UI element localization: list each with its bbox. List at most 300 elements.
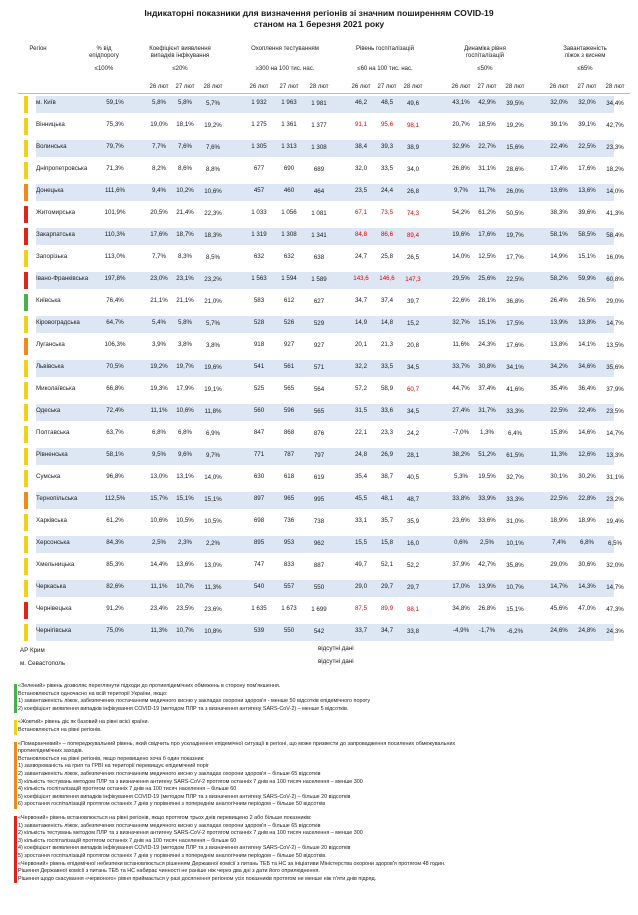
dyn-value-1: 44,7% (452, 385, 470, 392)
test-value-2: 1 056 (281, 209, 297, 216)
test-value-3: 550 (313, 584, 325, 591)
det-value-2: 19,7% (176, 363, 194, 370)
beds-value-1: 13,8% (550, 341, 568, 348)
beds-value-2: 14,1% (578, 341, 596, 348)
hosp-value-1: 87,5 (354, 605, 368, 612)
det-value-2: 13,6% (176, 561, 194, 568)
det-value-3: 8,5% (205, 254, 221, 261)
beds-value-1: 45,6% (550, 605, 568, 612)
no-data-value: відсутні дані (318, 645, 354, 652)
legend-block-red (18, 815, 624, 883)
det-value-2: 10,7% (176, 583, 194, 590)
no-data-region-name: м. Севастополь (20, 660, 66, 667)
legend-line: 3) кількість госпіталізацій протягом останніх 7 днів на 100 тисяч населення – більше 60 (18, 837, 237, 844)
det-value-3: 2,2% (205, 540, 221, 547)
beds-value-1: 32,0% (550, 99, 568, 106)
pct-threshold-value: 110,3% (104, 231, 126, 238)
det-value-1: 15,7% (150, 495, 168, 502)
det-value-3: 19,1% (204, 386, 222, 393)
hosp-value-3: 74,3 (406, 210, 420, 217)
header-pct-threshold: % від епідпорогу (89, 46, 119, 59)
test-value-3: 1 981 (311, 100, 327, 107)
table-row (18, 94, 630, 116)
region-name: Житомирська (36, 209, 76, 216)
hosp-value-3: 48,7 (406, 496, 420, 503)
hosp-value-3: 40,5 (406, 474, 420, 481)
hosp-value-1: 20,1 (354, 341, 368, 348)
det-value-3: 10,5% (204, 518, 222, 525)
dyn-value-1: 11,6% (452, 341, 470, 348)
legend-block-yellow (18, 719, 624, 734)
dyn-value-2: 25,6% (478, 275, 496, 282)
dyn-value-1: 32,9% (452, 143, 470, 150)
beds-value-3: 34,4% (606, 100, 624, 107)
beds-value-2: 39,6% (578, 209, 596, 216)
pct-threshold-value: 197,8% (104, 275, 126, 282)
region-name: Вінницька (36, 121, 65, 128)
legend-line: 3) кількість тестувань методом ПЛР та з визначення антигену SARS-CoV-2 протягом останніх 7 днів на 100 тисяч населення – менше 300 (18, 778, 363, 785)
hosp-value-3: 34,5 (406, 408, 420, 415)
dyn-value-2: 18,5% (478, 121, 496, 128)
det-value-3: 9,7% (205, 452, 221, 459)
header-region: Регіон (29, 46, 47, 52)
dyn-value-2: 1,3% (479, 429, 495, 436)
det-value-3: 13,0% (204, 562, 222, 569)
region-name: Херсонська (36, 539, 70, 546)
region-name: Черкаська (36, 583, 66, 590)
hosp-value-3: 26,8 (406, 188, 420, 195)
beds-value-3: 14,7% (606, 584, 624, 591)
hosp-value-2: 86,6 (380, 231, 394, 238)
beds-value-1: 22,5% (550, 407, 568, 414)
hosp-value-1: 49,7 (354, 561, 368, 568)
dyn-value-1: 34,8% (452, 605, 470, 612)
hosp-value-2: 35,7 (380, 517, 394, 524)
dyn-value-2: 30,8% (478, 363, 496, 370)
header-dynamics: Динаміка рівня госпіталізацій (464, 46, 506, 59)
test-value-2: 557 (283, 583, 295, 590)
dyn-value-2: 26,8% (478, 605, 496, 612)
level-indicator (24, 470, 28, 487)
dyn-value-3: 33,3% (506, 408, 524, 415)
dyn-value-2: 51,2% (478, 451, 496, 458)
hosp-value-2: 52,1 (380, 561, 394, 568)
test-value-2: 618 (283, 473, 295, 480)
hosp-value-3: 88,1 (406, 606, 420, 613)
det-value-1: 9,5% (151, 451, 167, 458)
hosp-value-3: 98,1 (406, 122, 420, 129)
test-value-1: 528 (253, 319, 265, 326)
dyn-value-3: 22,5% (506, 276, 524, 283)
test-value-3: 619 (313, 474, 325, 481)
level-indicator (24, 250, 28, 267)
legend-line: 5) коефіцієнт виявлення випадків інфікування COVID-19 (методом ПЛР та з визначення антигену SARS-CoV-2) – більше 20 відсотків (18, 793, 351, 800)
test-value-3: 571 (313, 364, 325, 371)
header-dynamics-limit: ≤50% (477, 66, 493, 72)
legend-line: 1) завантаженість ліжок, забезпечених постачанням медичного кисню у закладах охорони здоров'я - менше 50 відсотків епідемічного порогу (18, 698, 371, 705)
det-value-1: 23,0% (150, 275, 168, 282)
det-value-3: 11,3% (204, 584, 222, 591)
det-value-1: 3,9% (151, 341, 167, 348)
beds-value-1: 22,5% (550, 495, 568, 502)
hosp-value-2: 34,7 (380, 627, 394, 634)
table-row (18, 248, 630, 270)
test-value-2: 965 (283, 495, 295, 502)
hosp-value-2: 26,9 (380, 451, 394, 458)
beds-value-2: 34,6% (578, 363, 596, 370)
test-value-1: 1 932 (251, 99, 267, 106)
beds-value-1: 30,1% (550, 473, 568, 480)
det-value-2: 23,1% (176, 275, 194, 282)
det-value-2: 13,1% (176, 473, 194, 480)
test-value-1: 747 (253, 561, 265, 568)
test-value-3: 464 (313, 188, 325, 195)
dyn-value-3: 19,7% (506, 232, 524, 239)
dyn-value-1: 23,6% (452, 517, 470, 524)
date-header-test-2: 27 лют (279, 84, 299, 90)
pct-threshold-value: 71,3% (106, 165, 124, 172)
dyn-value-3: 50,5% (506, 210, 524, 217)
test-value-3: 1 377 (311, 122, 327, 129)
region-name: Рівненська (36, 451, 68, 458)
test-value-2: 632 (283, 253, 295, 260)
hosp-value-1: 15,5 (354, 539, 368, 546)
test-value-2: 833 (283, 561, 295, 568)
dyn-value-3: 15,6% (506, 144, 524, 151)
level-indicator (24, 272, 28, 289)
table-row (18, 468, 630, 490)
beds-value-3: 19,4% (606, 518, 624, 525)
hosp-value-3: 24,2 (406, 430, 420, 437)
level-indicator (24, 448, 28, 465)
test-value-1: 895 (253, 539, 265, 546)
test-value-1: 541 (253, 363, 265, 370)
beds-value-1: 58,2% (550, 275, 568, 282)
test-value-1: 847 (253, 429, 265, 436)
level-indicator (24, 602, 28, 619)
legend-line: Встановлюється на рівні регіонів, якщо перевищено хоча б один показник: (18, 755, 205, 762)
dyn-value-1: 26,8% (452, 165, 470, 172)
beds-value-3: 14,7% (606, 430, 624, 437)
hosp-value-1: 24,8 (354, 451, 368, 458)
level-indicator (24, 206, 28, 223)
det-value-3: 7,6% (205, 144, 221, 151)
test-value-3: 738 (313, 518, 325, 525)
hosp-value-3: 26,5 (406, 254, 420, 261)
det-value-2: 3,8% (177, 341, 193, 348)
hosp-value-1: 14,9 (354, 319, 368, 326)
test-value-1: 560 (253, 407, 265, 414)
dyn-value-1: 32,7% (452, 319, 470, 326)
legend-line: 5) зростання госпіталізацій протягом останніх 7 днів у порівнянні з попереднім аналогічним періодом – більше 50 відсотків. (18, 852, 327, 859)
beds-value-2: 15,1% (578, 253, 596, 260)
det-value-3: 15,1% (204, 496, 222, 503)
legend-line: 4) коефіцієнт виявлення випадків інфікування COVID-19 (методом ПЛР та з визначення антигену SARS-CoV-2) – більше 20 відсотків (18, 845, 351, 852)
legend-block-orange (18, 741, 624, 809)
pct-threshold-value: 111,6% (104, 187, 126, 194)
table-row (18, 424, 630, 446)
hosp-value-3: 20,8 (406, 342, 420, 349)
hosp-value-3: 60,7 (406, 386, 420, 393)
legend-line: Встановлюється одночасно на всій території України, якщо: (18, 690, 168, 697)
pct-threshold-value: 61,2% (106, 517, 124, 524)
test-value-1: 457 (253, 187, 265, 194)
level-indicator (24, 514, 28, 531)
date-header-beds-3: 28 лют (605, 84, 625, 90)
beds-value-1: 24,6% (550, 627, 568, 634)
legend-line: «Червоний» рівень епідемічної небезпеки встановлюється рішенням Державної комісії з питань ТЕБ та НС за ініціативи Міністерства охорони здоров'я протягом 48 годин. (18, 860, 446, 867)
header-detection: Коефіцієнт виявлення випадків інфікування (149, 46, 211, 59)
dyn-value-1: 54,2% (452, 209, 470, 216)
det-value-3: 21,0% (204, 298, 222, 305)
dyn-value-2: 31,1% (478, 165, 496, 172)
hosp-value-2: 58,9 (380, 385, 394, 392)
det-value-1: 7,7% (151, 143, 167, 150)
test-value-1: 632 (253, 253, 265, 260)
det-value-1: 7,7% (151, 253, 167, 260)
legend-line: «Зелений» рівень дозволяє переглянути підходи до протиепідемічних обмежень в сторону пом'якшення. (18, 683, 281, 689)
level-indicator (24, 558, 28, 575)
hosp-value-1: 35,4 (354, 473, 368, 480)
dyn-value-2: 37,4% (478, 385, 496, 392)
dyn-value-2: 42,7% (478, 561, 496, 568)
pct-threshold-value: 82,6% (106, 583, 124, 590)
header-beds-limit: ≤65% (577, 66, 593, 72)
region-name: Львівська (36, 363, 64, 370)
table-row (18, 292, 630, 314)
dyn-value-3: 17,7% (506, 254, 524, 261)
test-value-2: 1 963 (281, 99, 297, 106)
test-value-1: 583 (253, 297, 265, 304)
dyn-value-3: 34,1% (506, 364, 524, 371)
legend-line: 1) завантаженість ліжок, забезпечених постачанням медичного кисню у закладах охорони здоров'я – більше 65 відсотків (18, 822, 321, 829)
dyn-value-1: 17,0% (452, 583, 470, 590)
dyn-value-1: 43,1% (452, 99, 470, 106)
test-value-1: 698 (253, 517, 265, 524)
table-row (18, 490, 630, 512)
beds-value-1: 15,8% (550, 429, 568, 436)
det-value-3: 14,0% (204, 474, 222, 481)
beds-value-2: 58,5% (578, 231, 596, 238)
beds-value-2: 26,5% (578, 297, 596, 304)
test-value-2: 953 (283, 539, 295, 546)
indicator-table (18, 94, 630, 644)
beds-value-3: 41,3% (606, 210, 624, 217)
dyn-value-3: 10,7% (506, 584, 524, 591)
hosp-value-2: 21,3 (380, 341, 394, 348)
beds-value-3: 29,0% (606, 298, 624, 305)
test-value-3: 1 308 (311, 144, 327, 151)
hosp-value-1: 31,5 (354, 407, 368, 414)
hosp-value-2: 73,5 (380, 209, 394, 216)
beds-value-2: 59,9% (578, 275, 596, 282)
dyn-value-3: 41,6% (506, 386, 524, 393)
table-row (18, 182, 630, 204)
test-value-2: 550 (283, 627, 295, 634)
hosp-value-2: 37,4 (380, 297, 394, 304)
dyn-value-3: 26,0% (506, 188, 524, 195)
legend-line: 1) захворюваність на грип та ГРВІ на території перевищує епідемічний поріг (18, 763, 209, 770)
header-hosp: Рівень госпіталізацій (356, 46, 414, 52)
pct-threshold-value: 70,5% (106, 363, 124, 370)
test-value-3: 927 (313, 342, 325, 349)
region-name: Полтавська (36, 429, 70, 436)
hosp-value-2: 29,7 (380, 583, 394, 590)
beds-value-1: 22,4% (550, 143, 568, 150)
beds-value-2: 13,6% (578, 187, 596, 194)
beds-value-1: 14,7% (550, 583, 568, 590)
beds-value-1: 39,1% (550, 121, 568, 128)
beds-value-1: 7,4% (551, 539, 567, 546)
hosp-value-3: 15,2 (406, 320, 420, 327)
det-value-1: 11,1% (150, 583, 168, 590)
legend-color-bar (14, 684, 17, 713)
level-indicator (24, 536, 28, 553)
dyn-value-2: 11,7% (478, 187, 496, 194)
beds-value-2: 12,6% (578, 451, 596, 458)
table-row (18, 380, 630, 402)
hosp-value-1: 45,5 (354, 495, 368, 502)
dyn-value-2: 33,9% (478, 495, 496, 502)
legend-line: Встановлюється на рівні регіонів. (18, 726, 102, 733)
dyn-value-1: 22,6% (452, 297, 470, 304)
legend-color-bar (14, 720, 17, 734)
title-line-2: станом на 1 березня 2021 року (253, 19, 385, 29)
no-data-value: відсутні дані (318, 658, 354, 665)
region-name: Луганська (36, 341, 65, 348)
det-value-3: 19,6% (204, 364, 222, 371)
region-name: Харківська (36, 517, 67, 524)
header-testing-limit: ≥300 на 100 тис. нас. (255, 66, 315, 72)
date-header-det-3: 28 лют (203, 84, 223, 90)
beds-value-3: 23,3% (606, 144, 624, 151)
level-indicator (24, 118, 28, 135)
test-value-1: 1 305 (251, 143, 267, 150)
beds-value-1: 29,0% (550, 561, 568, 568)
det-value-1: 21,1% (150, 297, 168, 304)
det-value-1: 11,3% (150, 627, 168, 634)
level-indicator (24, 360, 28, 377)
beds-value-1: 26,4% (550, 297, 568, 304)
title-line-1: Індикаторні показники для визначення регіонів зі значним поширенням COVID-19 (144, 8, 494, 18)
dyn-value-1: 14,0% (452, 253, 470, 260)
region-name: Сумська (36, 473, 61, 480)
test-value-3: 529 (313, 320, 325, 327)
det-value-2: 10,7% (176, 627, 194, 634)
dyn-value-2: 42,9% (478, 99, 496, 106)
det-value-1: 17,6% (150, 231, 168, 238)
dyn-value-2: 15,1% (478, 319, 496, 326)
dyn-value-3: 32,7% (506, 474, 524, 481)
det-value-1: 19,0% (150, 121, 168, 128)
det-value-3: 22,3% (204, 210, 222, 217)
det-value-3: 10,8% (204, 628, 222, 635)
date-header-det-1: 26 лют (149, 84, 169, 90)
hosp-value-2: 23,3 (380, 429, 394, 436)
legend-line: Рішення Державної комісії з питань ТЕБ та НС набирає чинності не раніше ніж через два дні з дати його оприлюднення. (18, 868, 320, 875)
beds-value-1: 11,3% (550, 451, 568, 458)
pct-threshold-value: 66,8% (106, 385, 124, 392)
beds-value-3: 32,0% (606, 562, 624, 569)
test-value-2: 1 308 (281, 231, 297, 238)
legend-line: протиепідемічних заходів. (18, 748, 84, 755)
beds-value-1: 17,4% (550, 165, 568, 172)
beds-value-1: 34,2% (550, 363, 568, 370)
beds-value-2: 14,3% (578, 583, 596, 590)
hosp-value-2: 95,6 (380, 121, 394, 128)
level-indicator (24, 228, 28, 245)
beds-value-3: 37,9% (606, 386, 624, 393)
region-name: Кіровоградська (36, 319, 80, 326)
hosp-value-1: 57,2 (354, 385, 368, 392)
hosp-value-1: 23,5 (354, 187, 368, 194)
date-header-det-2: 27 лют (175, 84, 195, 90)
beds-value-2: 30,2% (578, 473, 596, 480)
beds-value-2: 17,6% (578, 165, 596, 172)
beds-value-2: 13,8% (578, 319, 596, 326)
det-value-1: 14,4% (150, 561, 168, 568)
det-value-1: 6,8% (151, 429, 167, 436)
hosp-value-1: 24,7 (354, 253, 368, 260)
det-value-3: 19,2% (204, 122, 222, 129)
dyn-value-3: 28,6% (506, 166, 524, 173)
beds-value-2: 39,1% (578, 121, 596, 128)
date-header-hosp-2: 27 лют (377, 84, 397, 90)
test-value-2: 1 361 (281, 121, 297, 128)
legend-line: «Червоний» рівень встановлюється на рівні регіонів, якщо протягом трьох днів перевищено 2 або більше показників: (18, 815, 312, 821)
legend-color-bar (14, 742, 17, 809)
det-value-2: 5,8% (177, 319, 193, 326)
test-value-3: 1 699 (311, 606, 327, 613)
dyn-value-1: 20,7% (452, 121, 470, 128)
beds-value-1: 58,1% (550, 231, 568, 238)
det-value-1: 5,4% (151, 319, 167, 326)
test-value-3: 1 081 (311, 210, 327, 217)
det-value-2: 15,1% (176, 495, 194, 502)
header-detection-limit: ≤20% (172, 66, 188, 72)
dyn-value-3: 15,1% (506, 606, 524, 613)
pct-threshold-value: 91,2% (106, 605, 124, 612)
beds-value-3: 35,6% (606, 364, 624, 371)
det-value-2: 18,1% (176, 121, 194, 128)
table-row (18, 226, 630, 248)
dyn-value-3: 31,0% (506, 518, 524, 525)
test-value-3: 1 589 (311, 276, 327, 283)
det-value-1: 8,2% (151, 165, 167, 172)
dyn-value-3: 19,2% (506, 122, 524, 129)
dyn-value-1: -4,9% (452, 627, 470, 634)
test-value-1: 1 319 (251, 231, 267, 238)
dyn-value-3: 10,1% (506, 540, 524, 547)
region-name: Київська (36, 297, 61, 304)
dyn-value-1: 38,2% (452, 451, 470, 458)
pct-threshold-value: 75,3% (106, 121, 124, 128)
det-value-2: 9,6% (177, 451, 193, 458)
beds-value-1: 35,4% (550, 385, 568, 392)
dyn-value-1: 33,7% (452, 363, 470, 370)
hosp-value-3: 34,0 (406, 166, 420, 173)
dyn-value-2: 31,7% (478, 407, 496, 414)
test-value-2: 612 (283, 297, 295, 304)
dyn-value-3: 36,8% (506, 298, 524, 305)
dyn-value-3: 17,5% (506, 320, 524, 327)
table-row (18, 512, 630, 534)
level-indicator (24, 162, 28, 179)
table-row (18, 534, 630, 556)
test-value-2: 596 (283, 407, 295, 414)
date-header-hosp-3: 28 лют (403, 84, 423, 90)
det-value-1: 9,4% (151, 187, 167, 194)
